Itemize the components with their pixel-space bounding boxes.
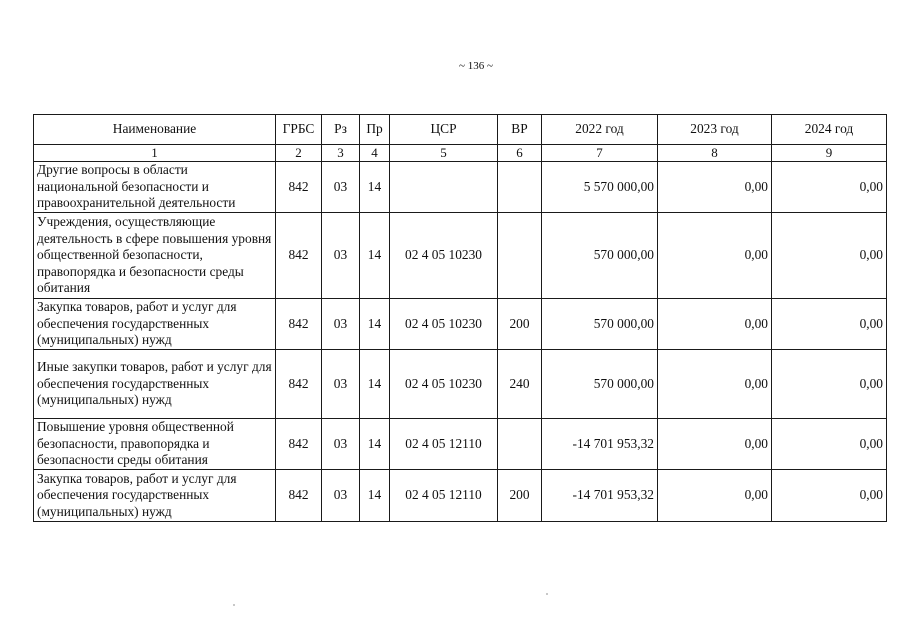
row-grbs: 842: [276, 350, 322, 419]
row-name: Закупка товаров, работ и услуг для обеспечения государственных (муниципальных) нужд: [34, 299, 276, 350]
page-number: ~ 136 ~: [459, 60, 493, 72]
row-csr: 02 4 05 10230: [390, 299, 498, 350]
header-2023: 2023 год: [658, 115, 772, 145]
column-number-row: [34, 145, 887, 162]
table-row: [34, 419, 887, 470]
scan-speck: [546, 593, 548, 595]
row-rz: 03: [322, 419, 360, 470]
row-2023: 0,00: [658, 419, 772, 470]
header-pr: Пр: [360, 115, 390, 145]
row-2022: 5 570 000,00: [542, 162, 658, 213]
row-grbs: 842: [276, 162, 322, 213]
row-vr: [498, 162, 542, 213]
header-2022: 2022 год: [542, 115, 658, 145]
row-2024: 0,00: [772, 470, 887, 522]
row-csr: 02 4 05 10230: [390, 350, 498, 419]
row-2023: 0,00: [658, 470, 772, 522]
table-row: [34, 213, 887, 299]
row-pr: 14: [360, 162, 390, 213]
table-row: [34, 162, 887, 213]
row-rz: 03: [322, 470, 360, 522]
table-row: [34, 350, 887, 419]
table-row: [34, 470, 887, 522]
row-2022: 570 000,00: [542, 299, 658, 350]
row-csr: 02 4 05 12110: [390, 470, 498, 522]
row-csr: 02 4 05 10230: [390, 213, 498, 299]
column-number: 7: [542, 145, 658, 162]
column-number: 8: [658, 145, 772, 162]
row-rz: 03: [322, 350, 360, 419]
scan-speck: [233, 604, 235, 606]
row-vr: [498, 213, 542, 299]
row-pr: 14: [360, 213, 390, 299]
row-2024: 0,00: [772, 213, 887, 299]
row-grbs: 842: [276, 470, 322, 522]
column-number: 3: [322, 145, 360, 162]
row-pr: 14: [360, 470, 390, 522]
row-2022: 570 000,00: [542, 213, 658, 299]
column-number: 9: [772, 145, 887, 162]
row-2024: 0,00: [772, 299, 887, 350]
row-2024: 0,00: [772, 419, 887, 470]
table-header-row: [34, 115, 887, 145]
header-name: Наименование: [34, 115, 276, 145]
row-2023: 0,00: [658, 213, 772, 299]
row-pr: 14: [360, 350, 390, 419]
row-grbs: 842: [276, 419, 322, 470]
row-2024: 0,00: [772, 162, 887, 213]
row-vr: 240: [498, 350, 542, 419]
row-name: Учреждения, осуществляющие деятельность в сфере повышения уровня общественной безопасности, правопорядка и безопасности среды обитания: [34, 213, 276, 299]
row-csr: 02 4 05 12110: [390, 419, 498, 470]
row-pr: 14: [360, 419, 390, 470]
column-number: 5: [390, 145, 498, 162]
header-vr: ВР: [498, 115, 542, 145]
header-2024: 2024 год: [772, 115, 887, 145]
row-2024: 0,00: [772, 350, 887, 419]
column-number: 2: [276, 145, 322, 162]
row-grbs: 842: [276, 299, 322, 350]
table-row: [34, 299, 887, 350]
budget-table: [33, 114, 887, 522]
header-csr: ЦСР: [390, 115, 498, 145]
row-rz: 03: [322, 213, 360, 299]
row-2022: -14 701 953,32: [542, 470, 658, 522]
header-rz: Рз: [322, 115, 360, 145]
row-2023: 0,00: [658, 162, 772, 213]
row-name: Закупка товаров, работ и услуг для обеспечения государственных (муниципальных) нужд: [34, 470, 276, 522]
row-vr: [498, 419, 542, 470]
row-2023: 0,00: [658, 350, 772, 419]
row-rz: 03: [322, 162, 360, 213]
row-pr: 14: [360, 299, 390, 350]
row-name: Повышение уровня общественной безопасности, правопорядка и безопасности среды обитания: [34, 419, 276, 470]
header-grbs: ГРБС: [276, 115, 322, 145]
row-2022: -14 701 953,32: [542, 419, 658, 470]
row-name: Другие вопросы в области национальной безопасности и правоохранительной деятельности: [34, 162, 276, 213]
column-number: 4: [360, 145, 390, 162]
row-vr: 200: [498, 470, 542, 522]
row-2022: 570 000,00: [542, 350, 658, 419]
column-number: 6: [498, 145, 542, 162]
row-name: Иные закупки товаров, работ и услуг для обеспечения государственных (муниципальных) нужд: [34, 350, 276, 419]
row-rz: 03: [322, 299, 360, 350]
row-grbs: 842: [276, 213, 322, 299]
row-csr: [390, 162, 498, 213]
column-number: 1: [34, 145, 276, 162]
row-vr: 200: [498, 299, 542, 350]
row-2023: 0,00: [658, 299, 772, 350]
